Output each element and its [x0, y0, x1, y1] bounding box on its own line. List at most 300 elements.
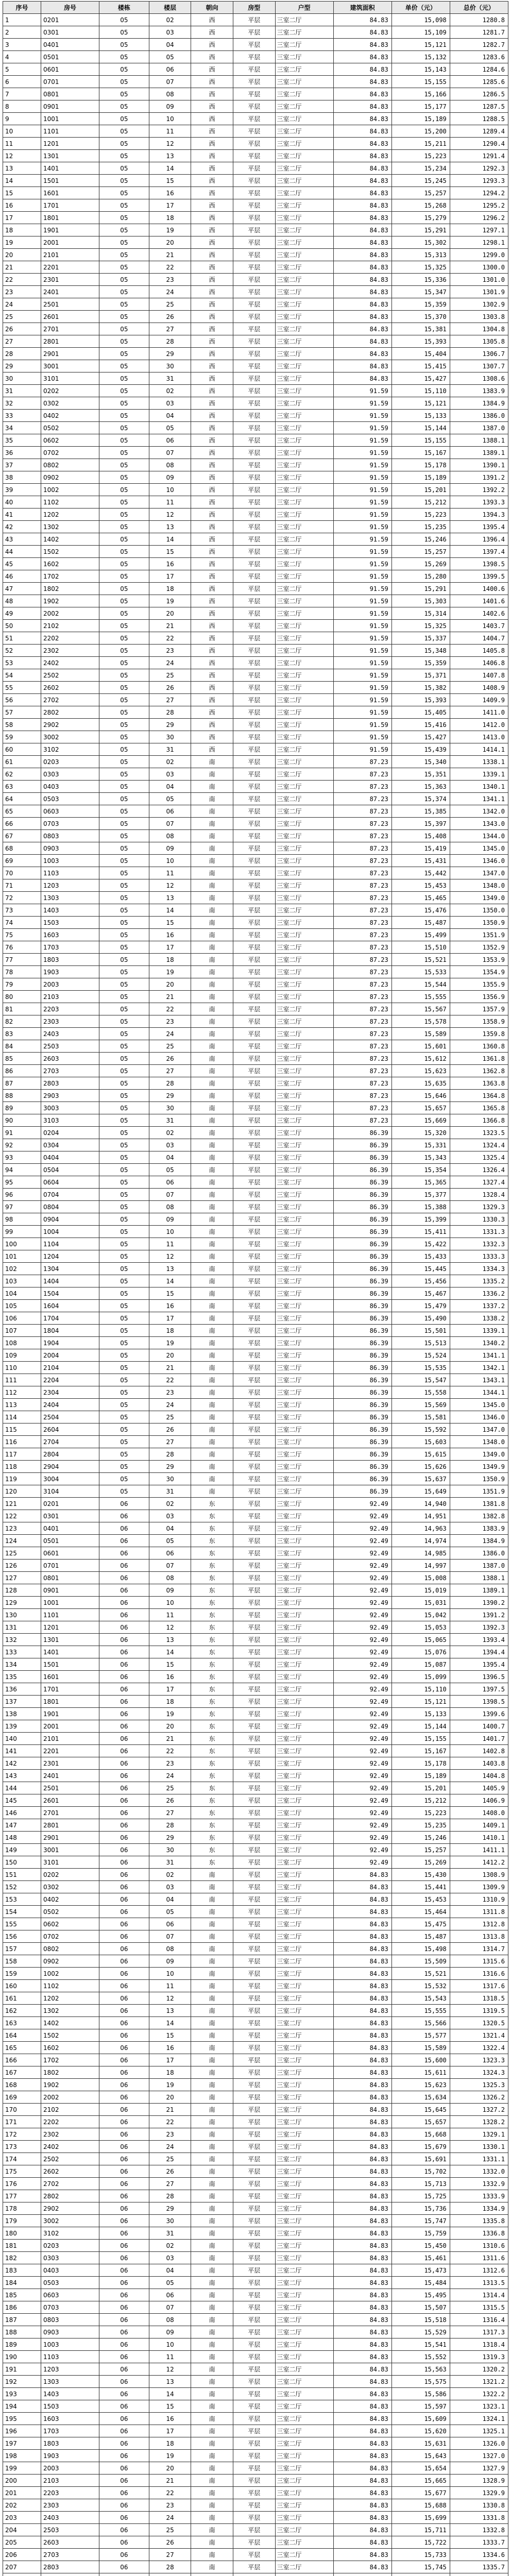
table-row [3, 1893, 508, 1906]
cell-floor: 06 [149, 2289, 191, 2301]
cell-seq: 71 [3, 879, 41, 892]
cell-room-no: 2704 [41, 1436, 99, 1448]
cell-building: 06 [99, 2487, 149, 2499]
cell-orientation: 南 [191, 1114, 233, 1127]
cell-building: 06 [99, 2215, 149, 2227]
cell-seq: 11 [3, 138, 41, 150]
cell-area: 84.83 [333, 2351, 391, 2363]
cell-room-no: 0601 [41, 63, 99, 76]
cell-unit-price: 15,577 [391, 2029, 450, 2042]
cell-total-price: 1330.3 [450, 1213, 508, 1226]
cell-unit-price: 15,427 [391, 731, 450, 743]
cell-seq: 93 [3, 1151, 41, 1164]
cell-seq [3, 2573, 41, 2576]
table-row [3, 1238, 508, 1250]
cell-orientation: 南 [191, 2017, 233, 2029]
cell-orientation: 西 [191, 595, 233, 607]
cell-area: 91.59 [333, 706, 391, 719]
cell-seq: 148 [3, 1832, 41, 1844]
cell-room-type: 平层 [233, 2475, 275, 2487]
table-row [3, 607, 508, 620]
cell-room-type: 平层 [233, 1201, 275, 1213]
cell-unit-price: 15,461 [391, 2252, 450, 2264]
cell-total-price: 1308.9 [450, 1869, 508, 1881]
cell-total-price: 1389.1 [450, 447, 508, 459]
cell-orientation: 南 [191, 1250, 233, 1263]
cell-unit-price: 15,411 [391, 1226, 450, 1238]
cell-building: 05 [99, 348, 149, 360]
cell-orientation: 西 [191, 682, 233, 694]
cell-floor: 16 [149, 1300, 191, 1312]
cell-room-no: 2503 [41, 2524, 99, 2536]
cell-orientation: 西 [191, 620, 233, 632]
cell-floor: 10 [149, 113, 191, 125]
cell-orientation: 西 [191, 175, 233, 187]
cell-room-type: 平层 [233, 682, 275, 694]
table-row [3, 88, 508, 100]
cell-room-type: 平层 [233, 1461, 275, 1473]
cell-room-type: 平层 [233, 1263, 275, 1275]
cell-layout: 三室二厅 [275, 175, 333, 187]
cell-area: 84.83 [333, 1881, 391, 1893]
cell-layout: 三室二厅 [275, 1522, 333, 1535]
cell-orientation: 西 [191, 669, 233, 682]
cell-unit-price: 15,053 [391, 1621, 450, 1634]
cell-room-no: 1703 [41, 2425, 99, 2437]
cell-room-no: 0703 [41, 818, 99, 830]
cell-orientation: 东 [191, 1671, 233, 1683]
cell-floor: 28 [149, 1448, 191, 1461]
cell-orientation: 东 [191, 1696, 233, 1708]
cell-total-price: 1316.6 [450, 1968, 508, 1980]
cell-layout: 三室二厅 [275, 286, 333, 298]
table-row [3, 645, 508, 657]
cell-floor: 29 [149, 2202, 191, 2215]
table-row [3, 1609, 508, 1621]
cell-floor: 31 [149, 1485, 191, 1498]
cell-floor: 27 [149, 694, 191, 706]
cell-room-no: 1601 [41, 187, 99, 199]
cell-floor: 22 [149, 632, 191, 645]
cell-unit-price: 15,408 [391, 830, 450, 842]
cell-area: 84.83 [333, 1930, 391, 1943]
cell-area: 84.83 [333, 1980, 391, 1992]
cell-orientation: 南 [191, 1881, 233, 1893]
cell-seq: 87 [3, 1077, 41, 1090]
cell-layout: 三室二厅 [275, 496, 333, 509]
cell-seq: 119 [3, 1473, 41, 1485]
cell-total-price: 1402.8 [450, 1745, 508, 1757]
cell-total-price: 1392.3 [450, 1621, 508, 1634]
table-row [3, 2104, 508, 2116]
cell-total-price: 1304.8 [450, 323, 508, 335]
cell-layout [275, 2573, 333, 2576]
cell-building: 06 [99, 1708, 149, 1720]
cell-room-no: 2202 [41, 2116, 99, 2128]
cell-orientation: 东 [191, 1572, 233, 1584]
cell-room-type: 平层 [233, 2005, 275, 2017]
cell-total-price [450, 2573, 508, 2576]
cell-room-no: 3001 [41, 1844, 99, 1856]
cell-layout: 三室二厅 [275, 261, 333, 274]
cell-room-no: 0603 [41, 2289, 99, 2301]
cell-room-no: 1402 [41, 533, 99, 546]
cell-room-type: 平层 [233, 966, 275, 978]
cell-seq: 171 [3, 2116, 41, 2128]
cell-seq: 159 [3, 1968, 41, 1980]
table-row [3, 360, 508, 372]
cell-building: 05 [99, 1411, 149, 1423]
cell-building: 06 [99, 1819, 149, 1832]
cell-building: 06 [99, 1757, 149, 1770]
cell-floor: 04 [149, 781, 191, 793]
cell-layout: 三室二厅 [275, 1114, 333, 1127]
cell-total-price: 1337.2 [450, 1300, 508, 1312]
cell-room-no: 2201 [41, 261, 99, 274]
cell-seq: 115 [3, 1423, 41, 1436]
cell-seq: 86 [3, 1065, 41, 1077]
cell-area: 84.83 [333, 372, 391, 385]
table-row [3, 1881, 508, 1893]
cell-layout: 三室二厅 [275, 1770, 333, 1782]
price-list-table [3, 1, 508, 2576]
cell-unit-price: 15,405 [391, 706, 450, 719]
cell-unit-price: 15,521 [391, 954, 450, 966]
cell-seq: 76 [3, 941, 41, 954]
cell-area: 84.83 [333, 1869, 391, 1881]
cell-orientation: 西 [191, 422, 233, 434]
cell-orientation: 南 [191, 2326, 233, 2338]
cell-area: 91.59 [333, 546, 391, 558]
cell-unit-price: 15,223 [391, 1807, 450, 1819]
cell-area: 92.49 [333, 1683, 391, 1696]
cell-unit-price: 15,377 [391, 1189, 450, 1201]
cell-unit-price: 14,974 [391, 1535, 450, 1547]
cell-seq: 156 [3, 1930, 41, 1943]
cell-total-price: 1342.1 [450, 1362, 508, 1374]
cell-orientation: 南 [191, 2301, 233, 2314]
cell-seq: 179 [3, 2215, 41, 2227]
cell-total-price: 1334.3 [450, 1263, 508, 1275]
table-row [3, 2202, 508, 2215]
cell-total-price: 1402.6 [450, 607, 508, 620]
cell-total-price: 1329.3 [450, 1201, 508, 1213]
cell-room-type: 平层 [233, 793, 275, 805]
cell-floor: 09 [149, 471, 191, 484]
cell-floor: 23 [149, 274, 191, 286]
cell-area: 84.83 [333, 2425, 391, 2437]
cell-room-type: 平层 [233, 731, 275, 743]
cell-room-type: 平层 [233, 781, 275, 793]
cell-room-no: 1104 [41, 1238, 99, 1250]
cell-layout: 三室二厅 [275, 1683, 333, 1696]
cell-area: 91.59 [333, 657, 391, 669]
cell-area: 84.83 [333, 2227, 391, 2240]
cell-total-price: 1384.9 [450, 1535, 508, 1547]
cell-layout: 三室二厅 [275, 743, 333, 756]
cell-orientation: 西 [191, 645, 233, 657]
cell-floor: 18 [149, 2066, 191, 2079]
cell-layout: 三室二厅 [275, 1053, 333, 1065]
cell-room-type: 平层 [233, 2437, 275, 2450]
cell-room-no: 0603 [41, 805, 99, 818]
cell-orientation: 南 [191, 1374, 233, 1386]
cell-area: 92.49 [333, 1807, 391, 1819]
cell-floor: 05 [149, 1535, 191, 1547]
cell-total-price: 1350.9 [450, 917, 508, 929]
cell-room-type: 平层 [233, 1485, 275, 1498]
cell-total-price: 1332.8 [450, 2524, 508, 2536]
cell-room-no: 1501 [41, 175, 99, 187]
cell-floor: 02 [149, 756, 191, 768]
cell-area: 84.83 [333, 2104, 391, 2116]
cell-floor: 26 [149, 682, 191, 694]
cell-unit-price: 15,257 [391, 546, 450, 558]
cell-layout: 三室二厅 [275, 682, 333, 694]
table-row [3, 966, 508, 978]
table-row [3, 39, 508, 51]
cell-area: 84.83 [333, 335, 391, 348]
cell-orientation: 西 [191, 274, 233, 286]
cell-total-price: 1405.8 [450, 645, 508, 657]
cell-room-no: 2302 [41, 645, 99, 657]
cell-unit-price: 15,121 [391, 1696, 450, 1708]
cell-seq: 99 [3, 1226, 41, 1238]
cell-building: 06 [99, 2178, 149, 2190]
cell-total-price: 1349.0 [450, 892, 508, 904]
cell-unit-price: 15,280 [391, 570, 450, 583]
cell-floor: 18 [149, 954, 191, 966]
cell-building: 05 [99, 1053, 149, 1065]
cell-building: 05 [99, 63, 149, 76]
cell-layout: 三室二厅 [275, 88, 333, 100]
cell-building: 06 [99, 2450, 149, 2462]
cell-total-price: 1401.7 [450, 1733, 508, 1745]
cell-room-type: 平层 [233, 162, 275, 175]
cell-seq: 42 [3, 521, 41, 533]
cell-floor: 26 [149, 1423, 191, 1436]
cell-unit-price: 15,597 [391, 2400, 450, 2413]
cell-room-no: 1802 [41, 583, 99, 595]
cell-unit-price: 15,268 [391, 199, 450, 212]
header-floor: 楼层 [149, 2, 191, 14]
cell-seq: 80 [3, 991, 41, 1003]
cell-room-type: 平层 [233, 1757, 275, 1770]
cell-floor: 02 [149, 1869, 191, 1881]
cell-unit-price: 15,626 [391, 1461, 450, 1473]
cell-room-type: 平层 [233, 2104, 275, 2116]
cell-floor: 27 [149, 1436, 191, 1448]
cell-unit-price: 15,456 [391, 1275, 450, 1287]
cell-area: 84.83 [333, 1918, 391, 1930]
cell-orientation: 西 [191, 521, 233, 533]
header-room-no: 房号 [41, 2, 99, 14]
cell-layout: 三室二厅 [275, 595, 333, 607]
cell-room-no: 1604 [41, 1300, 99, 1312]
cell-orientation: 西 [191, 546, 233, 558]
cell-seq: 55 [3, 682, 41, 694]
cell-orientation: 南 [191, 2240, 233, 2252]
cell-floor: 20 [149, 2091, 191, 2104]
cell-total-price: 1348.0 [450, 879, 508, 892]
cell-building: 05 [99, 1040, 149, 1053]
cell-unit-price: 15,467 [391, 1287, 450, 1300]
table-row [3, 768, 508, 781]
cell-room-type: 平层 [233, 830, 275, 842]
cell-layout: 三室二厅 [275, 1275, 333, 1287]
cell-room-no: 2903 [41, 1090, 99, 1102]
cell-room-type: 平层 [233, 917, 275, 929]
table-row [3, 2190, 508, 2202]
cell-area: 91.59 [333, 682, 391, 694]
cell-unit-price: 15,615 [391, 1448, 450, 1461]
cell-room-type: 平层 [233, 1250, 275, 1263]
cell-floor: 30 [149, 731, 191, 743]
cell-floor: 17 [149, 2054, 191, 2066]
cell-area: 84.83 [333, 348, 391, 360]
cell-unit-price: 15,431 [391, 855, 450, 867]
cell-room-type: 平层 [233, 2425, 275, 2437]
cell-layout: 三室二厅 [275, 2178, 333, 2190]
cell-area: 84.83 [333, 2376, 391, 2388]
cell-total-price: 1341.1 [450, 793, 508, 805]
table-row [3, 1968, 508, 1980]
cell-floor: 24 [149, 2512, 191, 2524]
cell-unit-price: 15,351 [391, 768, 450, 781]
cell-room-no: 2003 [41, 2462, 99, 2475]
cell-total-price: 1290.4 [450, 138, 508, 150]
cell-room-no: 0301 [41, 1510, 99, 1522]
cell-room-no: 2001 [41, 236, 99, 249]
cell-seq: 4 [3, 51, 41, 63]
cell-building: 05 [99, 224, 149, 236]
cell-total-price: 1359.8 [450, 1028, 508, 1040]
cell-floor: 14 [149, 2017, 191, 2029]
cell-layout: 三室二厅 [275, 2549, 333, 2561]
cell-area: 87.23 [333, 1102, 391, 1114]
table-row [3, 1696, 508, 1708]
cell-orientation: 西 [191, 125, 233, 138]
cell-orientation: 东 [191, 1757, 233, 1770]
cell-orientation: 西 [191, 88, 233, 100]
cell-area: 84.83 [333, 2252, 391, 2264]
cell-floor: 28 [149, 1819, 191, 1832]
cell-unit-price: 15,189 [391, 113, 450, 125]
cell-building: 05 [99, 422, 149, 434]
cell-area: 84.83 [333, 2079, 391, 2091]
table-row [3, 1658, 508, 1671]
cell-orientation: 南 [191, 2202, 233, 2215]
cell-orientation: 东 [191, 1770, 233, 1782]
table-row [3, 2573, 508, 2576]
cell-unit-price: 15,646 [391, 1090, 450, 1102]
cell-building: 05 [99, 1337, 149, 1349]
cell-total-price: 1288.5 [450, 113, 508, 125]
cell-room-no: 1001 [41, 1597, 99, 1609]
cell-area: 84.83 [333, 2450, 391, 2462]
cell-room-no: 1801 [41, 212, 99, 224]
cell-area: 84.83 [333, 2066, 391, 2079]
cell-floor: 08 [149, 1201, 191, 1213]
cell-building: 06 [99, 1918, 149, 1930]
cell-unit-price: 15,132 [391, 51, 450, 63]
cell-building: 05 [99, 484, 149, 496]
cell-room-no: 2703 [41, 1065, 99, 1077]
cell-area: 84.83 [333, 2153, 391, 2165]
cell-room-no: 1301 [41, 150, 99, 162]
cell-room-no: 1401 [41, 1646, 99, 1658]
cell-room-no: 1804 [41, 1325, 99, 1337]
cell-building: 06 [99, 2437, 149, 2450]
cell-room-no: 2702 [41, 694, 99, 706]
cell-room-type: 平层 [233, 1708, 275, 1720]
cell-building: 05 [99, 150, 149, 162]
table-row [3, 669, 508, 682]
cell-seq: 158 [3, 1955, 41, 1968]
cell-area: 86.39 [333, 1250, 391, 1263]
cell-room-type: 平层 [233, 1547, 275, 1560]
cell-room-no: 2501 [41, 1782, 99, 1794]
cell-orientation: 西 [191, 447, 233, 459]
header-seq: 序号 [3, 2, 41, 14]
cell-area: 87.23 [333, 1077, 391, 1090]
cell-seq: 69 [3, 855, 41, 867]
cell-floor [149, 2573, 191, 2576]
cell-total-price: 1327.9 [450, 2462, 508, 2475]
cell-total-price: 1325.1 [450, 2425, 508, 2437]
cell-seq: 13 [3, 162, 41, 175]
cell-layout: 三室二厅 [275, 2277, 333, 2289]
cell-layout: 三室二厅 [275, 1349, 333, 1362]
cell-orientation: 南 [191, 1176, 233, 1189]
cell-area: 92.49 [333, 1757, 391, 1770]
cell-area: 84.83 [333, 2462, 391, 2475]
cell-unit-price: 15,348 [391, 645, 450, 657]
table-row [3, 1189, 508, 1201]
cell-layout: 三室二厅 [275, 1003, 333, 1015]
cell-area: 84.83 [333, 2165, 391, 2178]
cell-area: 86.39 [333, 1423, 391, 1436]
cell-room-no: 1103 [41, 867, 99, 879]
table-row [3, 657, 508, 669]
cell-building: 05 [99, 879, 149, 892]
cell-total-price: 1287.5 [450, 100, 508, 113]
cell-orientation: 南 [191, 2561, 233, 2573]
cell-layout: 三室二厅 [275, 1745, 333, 1757]
cell-room-no: 1403 [41, 2388, 99, 2400]
cell-room-no: 0501 [41, 51, 99, 63]
cell-floor: 19 [149, 224, 191, 236]
cell-layout: 三室二厅 [275, 533, 333, 546]
cell-unit-price: 15,649 [391, 1485, 450, 1498]
cell-orientation: 西 [191, 162, 233, 175]
cell-building: 06 [99, 2351, 149, 2363]
cell-seq: 60 [3, 743, 41, 756]
cell-seq: 92 [3, 1139, 41, 1151]
cell-floor: 20 [149, 607, 191, 620]
cell-room-type: 平层 [233, 2079, 275, 2091]
cell-seq: 75 [3, 929, 41, 941]
cell-layout: 三室二厅 [275, 509, 333, 521]
cell-building: 06 [99, 2252, 149, 2264]
cell-floor: 02 [149, 2240, 191, 2252]
cell-layout: 三室二厅 [275, 1151, 333, 1164]
cell-room-no: 2403 [41, 1028, 99, 1040]
cell-room-type: 平层 [233, 533, 275, 546]
cell-unit-price: 15,314 [391, 607, 450, 620]
cell-area: 92.49 [333, 1819, 391, 1832]
cell-room-no: 2502 [41, 2153, 99, 2165]
